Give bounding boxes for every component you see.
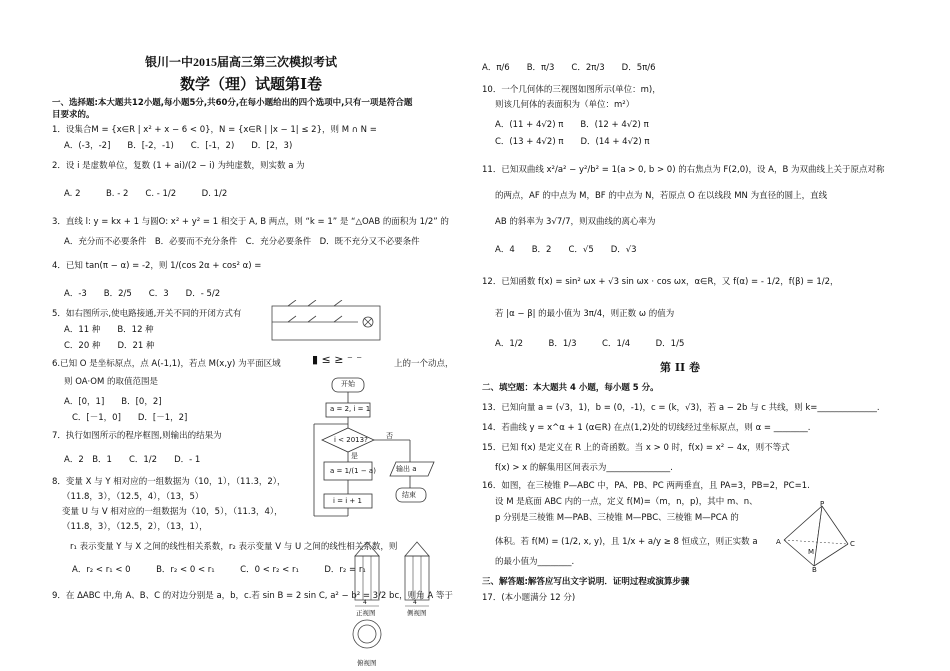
- question-2-options: A. 2 B. - 2 C. - 1/2 D. 1/2: [64, 189, 228, 199]
- question-4-options: A．-3 B．2/5 C．3 D．- 5/2: [64, 289, 221, 299]
- section1-heading-line1: 一、选择题:本大题共12小题,每小题5分,共60分,在每小题给出的四个选项中,只有一项是符合题: [52, 98, 413, 108]
- pyramid-label-a: A: [776, 538, 781, 546]
- pyramid-label-p: P: [820, 500, 825, 508]
- question-4-stem: 4．已知 tan(π − α) = -2，则 1/(cos 2α + cos² α) =: [52, 261, 262, 271]
- question-6-stem-c: 则 OA·OM 的取值范围是: [64, 377, 158, 387]
- part2-title: 第 II 卷: [660, 361, 700, 374]
- question-11-line3: AB 的斜率为 3√7/7，则双曲线的离心率为: [495, 217, 656, 227]
- flow-update-a: a = 1/(1 − a): [330, 467, 376, 475]
- question-15-line2: f(x) > x 的解集用区间表示为_______________.: [495, 463, 673, 473]
- question-8-line5: r₁ 表示变量 Y 与 X 之间的线性相关系数，r₂ 表示变量 V 与 U 之间的线性相关系数，则: [70, 542, 398, 552]
- question-8-line1: 8．变量 X 与 Y 相对应的一组数据为（10，1），（11.3，2），: [52, 477, 286, 487]
- flow-no: 否: [386, 432, 393, 440]
- flow-update-i: i = i + 1: [333, 497, 362, 505]
- question-8-line2: （11.8，3），（12.5，4），（13，5）: [62, 492, 204, 502]
- part2-heading: 二、填空题：本大题共 4 小题，每小题 5 分。: [482, 383, 659, 393]
- question-16-line3: p 分别是三棱锥 M—PAB、三棱锥 M—PBC、三棱锥 M—PCA 的: [495, 513, 739, 523]
- question-7-options: A．2 B．1 C．1/2 D．- 1: [64, 455, 201, 465]
- question-16-line2: 设 M 是底面 ABC 内的一点，定义 f(M)=（m，n，p)，其中 m、n、: [495, 497, 758, 507]
- question-6-stem-a: 6.已知 O 是坐标原点，点 A(-1,1)，若点 M(x,y) 为平面区域: [52, 359, 281, 369]
- question-6-stem-b: 上的一个动点，: [394, 359, 454, 369]
- question-3-options: A．充分而不必要条件 B．必要而不充分条件 C．充分必要条件 D．既不充分又不必要条件: [64, 237, 420, 247]
- front-view-dim: 4: [363, 599, 367, 606]
- question-10-options-cd: C．(13 + 4√2) π D．(14 + 4√2) π: [495, 137, 650, 147]
- question-7-stem: 7．执行如图所示的程序框图,则输出的结果为: [52, 431, 222, 441]
- question-8-line4: （11.8，3），（12.5，2），（13，1），: [62, 522, 208, 532]
- flow-output: 输出 a: [396, 465, 417, 473]
- question-5-options-cd: C．20 种 D．21 种: [64, 341, 155, 351]
- question-16-line4: 体积。若 f(M) = (1/2, x, y)，且 1/x + a/y ≥ 8 恒成立，则正实数 a: [495, 537, 758, 547]
- flow-cond: i < 2013?: [334, 436, 368, 444]
- question-6-options-ab: A．[0，1] B．[0，2]: [64, 397, 162, 407]
- flow-init: a = 2, i = 1: [330, 405, 371, 413]
- top-view-label: 俯视图: [357, 659, 377, 667]
- question-1-options: A．(-3，-2] B．[-2，-1) C．[-1，2) D．[2，3): [64, 141, 293, 151]
- question-6-region-mark: ▮ ≤ ≥ ⁻ ⁻: [312, 353, 363, 366]
- school-title: 银川一中2015届高三第三次模拟考试: [145, 55, 338, 69]
- question-9-stem: 9．在 ΔABC 中,角 A、B、C 的对边分别是 a，b，c.若 sin B = 2 sin C, a² − b² = 3/2 bc，则角 A 等于: [52, 591, 453, 601]
- question-2-stem: 2．设 i 是虚数单位，复数 (1 + ai)/(2 − i) 为纯虚数，则实数 a 为: [52, 161, 305, 171]
- question-17: 17．(本小题满分 12 分): [482, 593, 576, 603]
- question-12-line1: 12．已知函数 f(x) = sin² ωx + √3 sin ωx · cos ωx，α∈R，又 f(α) = - 1/2，f(β) = 1/2，: [482, 277, 839, 287]
- pyramid-label-b: B: [812, 566, 817, 574]
- paper-title: 数学（理）试题第Ⅰ卷: [180, 75, 323, 93]
- question-11-line2: 的两点，AF 的中点为 M，BF 的中点为 N，若原点 O 在以线段 MN 为直径的圆上，直线: [495, 191, 828, 201]
- question-12-line2: 若 |α − β| 的最小值为 3π/4，则正数 ω 的值为: [495, 309, 675, 319]
- question-11-options: A．4 B．2 C．√5 D．√3: [495, 245, 637, 255]
- side-view-label: 侧视图: [407, 609, 427, 617]
- question-3-stem: 3．直线 l: y = kx + 1 与圆O: x² + y² = 1 相交于 A, B 两点，则 “k = 1” 是 “△OAB 的面积为 1/2” 的: [52, 217, 449, 227]
- question-10-line2: 则该几何体的表面积为（单位：m²）: [495, 100, 635, 110]
- section1-heading-line2: 目要求的。: [52, 110, 95, 120]
- flow-yes: 是: [351, 452, 358, 460]
- pyramid-label-m: M: [808, 548, 815, 556]
- pyramid-label-c: C: [850, 540, 855, 548]
- question-8-options: A．r₂ < r₁ < 0 B．r₂ < 0 < r₁ C．0 < r₂ < r₁ D．r₂ = r₁: [72, 565, 366, 575]
- question-8-line3: 变量 U 与 V 相对应的一组数据为（10，5），（11.3，4），: [62, 507, 283, 517]
- question-16-line1: 16．如图，在三棱锥 P—ABC 中，PA、PB、PC 两两垂直，且 PA=3，PB=2，PC=1.: [482, 481, 810, 491]
- question-12-options: A．1/2 B．1/3 C．1/4 D．1/5: [495, 339, 685, 349]
- front-view-label: 正视图: [356, 609, 376, 617]
- question-5-stem: 5．如右图所示,使电路接通,开关不同的开闭方式有: [52, 309, 242, 319]
- question-10-line1: 10．一个几何体的三视图如图所示(单位：m)，: [482, 85, 661, 95]
- question-15-line1: 15．已知 f(x) 是定义在 R 上的奇函数。当 x > 0 时，f(x) = x² − 4x，则不等式: [482, 443, 790, 453]
- flow-end: 结束: [402, 491, 416, 499]
- question-6-options-cd: C．[－1，0] D．[－1，2]: [72, 413, 188, 423]
- side-view-dim: 4: [413, 599, 417, 606]
- circuit-diagram: [268, 300, 386, 346]
- question-9-options: A．π/6 B．π/3 C．2π/3 D．5π/6: [482, 63, 656, 73]
- question-5-options-ab: A．11 种 B．12 种: [64, 325, 154, 335]
- question-11-line1: 11．已知双曲线 x²/a² − y²/b² = 1(a > 0, b > 0) 的右焦点为 F(2,0)，设 A，B 为双曲线上关于原点对称: [482, 165, 885, 175]
- question-10-options-ab: A．(11 + 4√2) π B．(12 + 4√2) π: [495, 120, 649, 130]
- question-16-line5: 的最小值为________.: [495, 557, 575, 567]
- question-1-stem: 1．设集合M = {x∈R | x² + x − 6 < 0}，N = {x∈R | |x − 1| ≤ 2}，则 M ∩ N =: [52, 125, 377, 135]
- question-14: 14．若曲线 y = x^α + 1 (α∈R) 在点(1,2)处的切线经过坐标原点，则 α = ________.: [482, 423, 811, 433]
- three-view-drawing: [345, 538, 455, 668]
- flow-start: 开始: [341, 380, 355, 388]
- question-13: 13．已知向量 a = (√3，1)，b = (0，-1)，c = (k，√3)，若 a − 2b 与 c 共线，则 k=______________.: [482, 403, 880, 413]
- part3-heading: 三、解答题:解答应写出文字说明．证明过程或演算步骤: [482, 577, 690, 587]
